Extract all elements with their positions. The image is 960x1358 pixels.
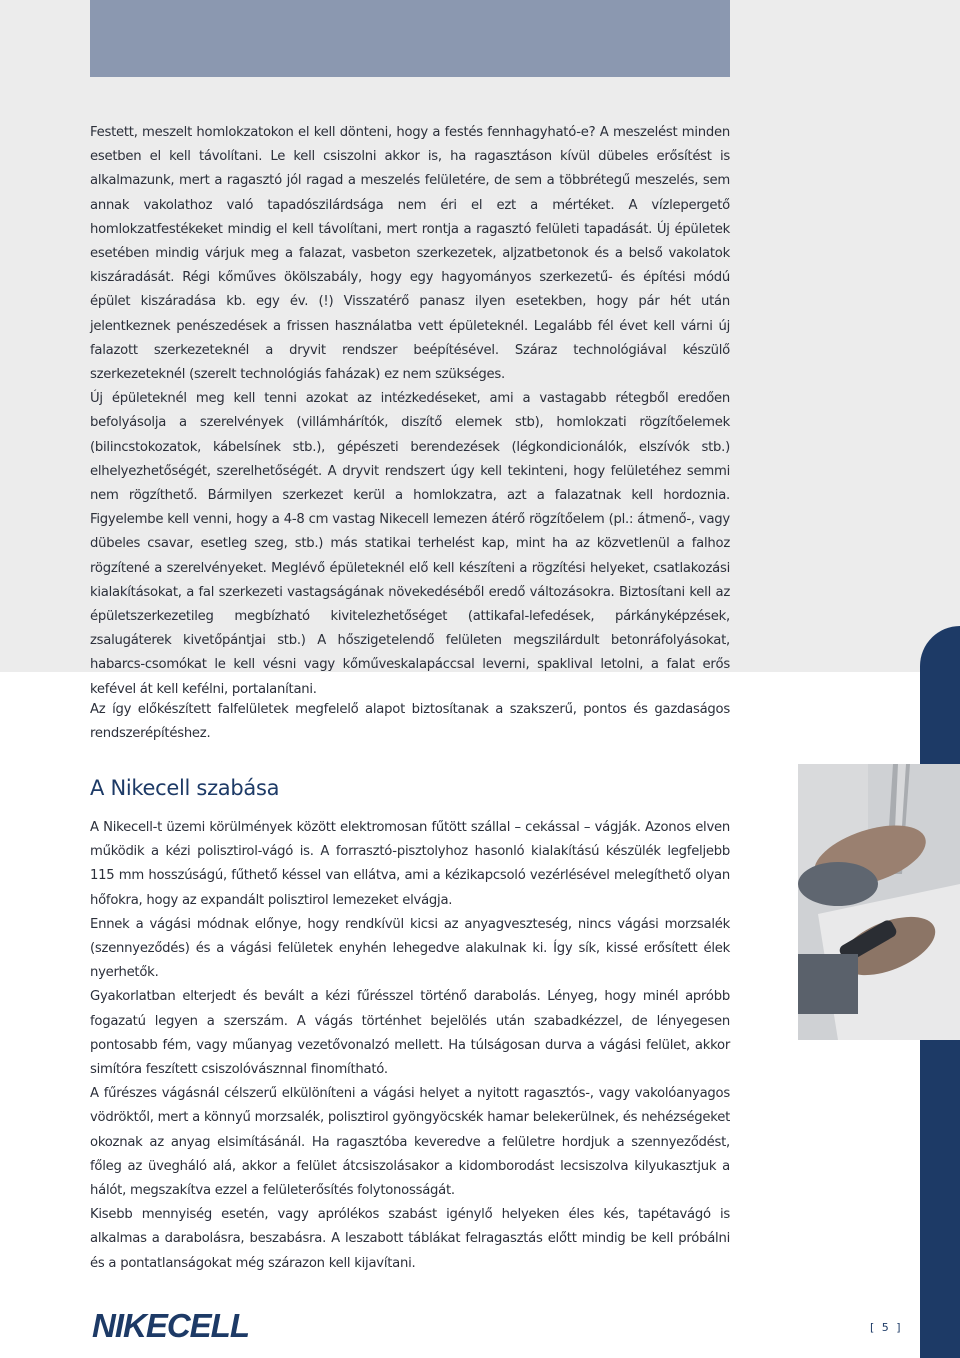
paragraph-cutting-cleanliness: A fűrészes vágásnál célszerű elkülöníteni a vágási helyet a nyitott ragasztós-, vagy vakolóanyagos vödröktől, mert a könnyű morzsalék, polisztirol gyöngyöcskék hamar belekerülnek, és nehézségeket okoznak az anyag elsimításánál. Ha ragasztóba keveredve a felületre hordjuk a szennyeződést, főleg az üvegháló alá, akkor a felület átcsiszolásakor a kidomborodást lecsiszolva kilyukasztjuk a hálót, megszakítva ezzel a felületerősítés folytonosságát. [90,1086,730,1199]
nikecell-logo [90,1304,290,1344]
intro-paragraph: Az így előkészített falfelületek megfelelő alapot biztosítanak a szakszerű, pontos és gazdaságos rendszerépítéshez. [90,702,730,742]
paragraph-new-buildings: Új épületeknél meg kell tenni azokat az intézkedéseket, ami a vastagabb rétegből eredően befolyásolja a szerelvények (villámhárítók, diszítő elemek stb), homlokzati rögzítőelemek (bilincstokozatok, kábelsínek stb.), gépészeti berendezések (légkondicionálók, elszívók stb.) elhelyezhetőségét, szerelhetőségét. A dryvit rendszert úgy kell tekinteni, hogy felületéhez semmi nem rögzíthető. Bármilyen szerkezet kerül a homlokzatra, azt a falazatnak kell hordoznia. Figyelembe kell venni, hogy a 4-8 cm vastag Nikecell lemezen átérő rögzítőelem (pl.: átmenő-, vagy dübeles csavar, esetleg szeg, stb.) más statikai terhelést kap, mint ha az közvetlenül a falhoz rögzítené a szerelvényeket. Meglévő épületeknél elő kell készíteni a rögzítési helyeket, csatlakozási kialakításokat, a fal szerkezeti vastagságának növekedéséből eredő változásokra. Biztosítani kell az épületszerkezetileg megbízható kivitelezhetőséget (attikafal-lefedések, párkányképzések, zsalugáterek kivetőpántjai stb.) A hőszigetelendő felületen megszilárdult betonráfolyásokat, habarcs-csomókat le kell vésni vagy kőműveskalapáccsal leverni, spaklival letolni, a falat erős kefével át kell kefélni, portalanítani. [90,391,730,697]
header-color-block [90,0,730,77]
section-heading [90,773,730,803]
nikecell-logo-mark [90,1304,290,1344]
top-text-section [90,121,730,702]
svg-text:NIKECELL: NIKECELL [92,1307,249,1344]
paragraph-cutting-hotwire: A Nikecell-t üzemi körülmények között elektromosan fűtött szállal – cekással – vágják. Azonos elven működik a kézi polisztirol-vágó is. A forrasztó-pisztolyhoz hasonló kialakítású készülék legfeljebb 115 mm hosszúságú, fűthető késsel van ellátva, ami a kézikapcsoló vezérlésével melegíthető olyan hőfokra, hogy az expandált polisztirol lemezeket elvágja. [90,820,730,908]
cutting-text-section [90,816,730,1276]
paragraph-surface-prep: Festett, meszelt homlokzatokon el kell dönteni, hogy a festés fennhagyható-e? A meszelést minden esetben el kell távolítani. Le kell csiszolni akkor is, ha ragasztáson kívül dübeles erősítést is alkalmazunk, mert a ragasztó jól ragad a meszelés felületére, de sem a többrétegű meszelés, sem annak vakolathoz való tapadószilárdsága nem éri el ezt a mértéket. A vízlepergető homlokzatfestékeket mindig el kell távolítani, mert rontja a ragasztó felületi tapadását. Új épületek esetében mindig várjuk meg a falazat, vasbeton szerkezetek, aljzatbetonok és a belső vakolatok kiszáradását. Régi kőműves ökölszabály, hogy egy hagyományos szerkezetű- és építési módú épület kiszáradása kb. egy év. (!) Visszatérő panasz ilyen esetekben, hogy pár hét után jelentkeznek penészedések a frissen használatba vett épületeknél. Legalább fél évet kell várni új falazott szerkezeteknél a dryvit rendszer beépítésével. Száraz technológiával készülő szerkezeteknél (szerelt technológiás faházak) ez nem szükséges. [90,125,730,383]
paragraph-cutting-advantage: Ennek a vágási módnak előnye, hogy rendkívül kicsi az anyagveszteség, nincs vágási morzsalék (szennyeződés) és a vágási felületek enyhén lehegedve alakulnak ki. Így sík, kissé erősített élek nyerhetők. [90,916,730,981]
paragraph-cutting-knife: Kisebb mennyiség esetén, vagy aprólékos szabást igénylő helyeken éles kés, tapétavágó is alkalmas a darabolásra, beszabásra. A leszabott táblákat felragasztás előtt mindig be kell próbálni és a pontatlanságokat még szárazon kell kijavítani. [90,1207,730,1271]
cutting-photo [798,764,960,1040]
section-title: A Nikecell szabása [90,776,280,800]
intro-section [90,698,730,746]
cutting-photo-illustration [798,764,960,1040]
paragraph-cutting-saw: Gyakorlatban elterjedt és bevált a kézi fűrésszel történő darabolás. Lényeg, hogy minél apróbb fogazatú legyen a szerszám. A vágás történhet bejelölés után szabadkézzel, de lényegesen pontosabb fém, vagy műanyag vezetővonalzó mellett. Ha túlságosan durva a vágási felület, akkor simítóra feszített csiszolóvásznnal finomítható. [90,989,730,1078]
page-number: [ 5 ] [870,1321,903,1334]
